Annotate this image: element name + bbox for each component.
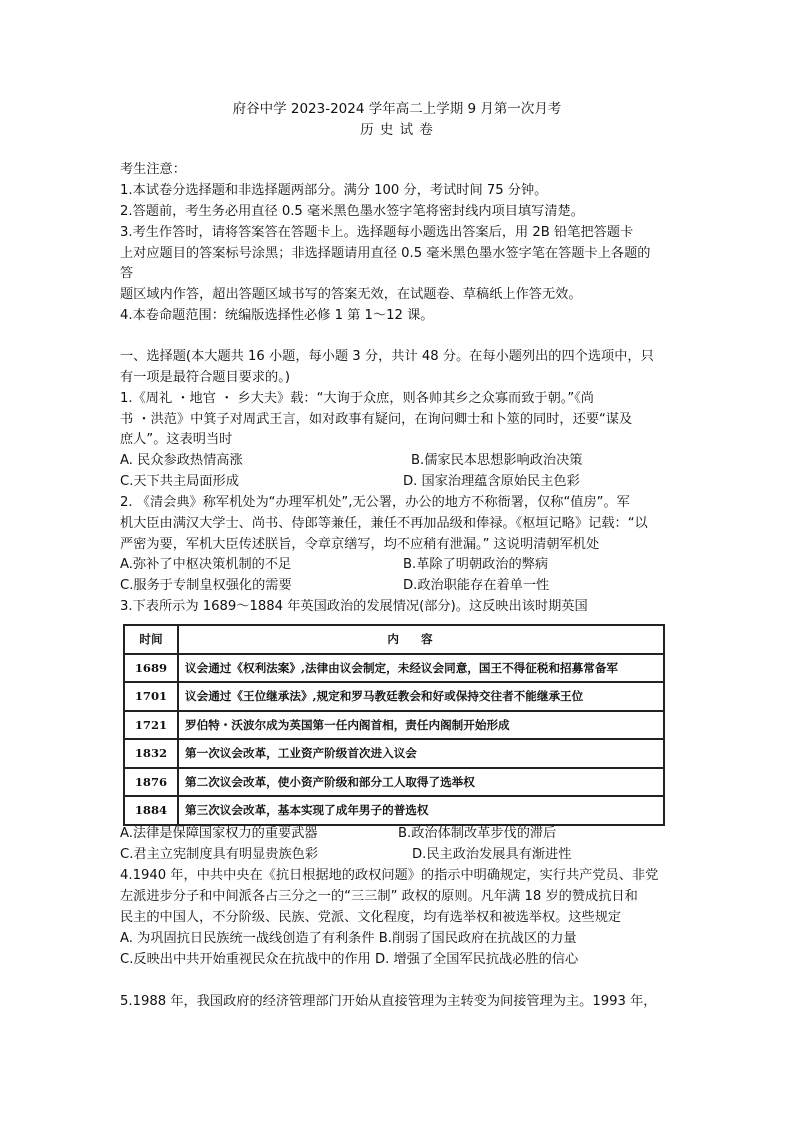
note-4: 4.本卷命题范围：统编版选择性必修 1 第 1～12 课。	[120, 308, 434, 323]
table-row	[124, 654, 664, 683]
table-cell-content: 罗伯特・沃波尔成为英国第一任内阁首相，责任内阁制开始形成	[178, 711, 664, 740]
exam-title: 府谷中学 2023-2024 学年高二上学期 9 月第一次月考	[232, 101, 562, 117]
notes-heading: 考生注意：	[120, 162, 186, 177]
q3-option-b: B.政治体制改革步伐的滞后	[398, 826, 557, 841]
table-header-content: 内容	[178, 625, 664, 654]
note-2: 2.答题前，考生务必用直径 0.5 毫米黑色墨水签字笔将密封线内项目填写清楚。	[120, 204, 584, 219]
note-3b: 上对应题目的答案标号涂黑；非选择题请用直径 0.5 毫米黑色墨水签字笔在答题卡上各题的	[120, 246, 651, 261]
table-header-time: 时间	[124, 625, 178, 654]
q2-stem-2: 机大臣由满汉大学士、尚书、侍郎等兼任，兼任不再加品级和俸禄。《枢垣记略》记载：“以	[120, 516, 648, 531]
table-row	[124, 796, 664, 825]
q1-stem-1: 1.《周礼 ・地官 ・ 乡大夫》载：“大询于众庶，则各帅其乡之众寡而致于朝。”《尚	[120, 391, 594, 406]
table-cell-content: 议会通过《权利法案》,法律由议会制定，未经议会同意，国王不得征税和招募常备军	[178, 654, 664, 683]
q4-options-cd: C.反映出中共开始重视民众在抗战中的作用 D. 增强了全国军民抗战必胜的信心	[120, 952, 579, 967]
q5-stem-1: 5.1988 年，我国政府的经济管理部门开始从直接管理为主转变为间接管理为主。1993 年，	[120, 994, 657, 1009]
table-row	[124, 711, 664, 740]
table-cell-content: 第二次议会改革，使小资产阶级和部分工人取得了选举权	[178, 768, 664, 797]
table-cell-year: 1876	[124, 768, 178, 797]
table-row	[124, 739, 664, 768]
section-intro-2: 有一项是最符合题目要求的。)	[120, 370, 290, 385]
note-3c: 答	[120, 266, 134, 281]
q4-options-ab: A. 为巩固抗日民族统一战线创造了有利条件 B.削弱了国民政府在抗战区的力量	[120, 931, 577, 946]
q2-stem-3: 严密为要，军机大臣传述朕旨，令章京缮写，均不应稍有泄漏。” 这说明清朝军机处	[120, 537, 600, 552]
table-cell-year: 1721	[124, 711, 178, 740]
q3-option-d: D.民主政治发展具有渐进性	[412, 847, 572, 862]
table-cell-content: 议会通过《王位继承法》,规定和罗马教廷教会和好或保持交往者不能继承王位	[178, 682, 664, 711]
table-cell-content: 第三次议会改革，基本实现了成年男子的普选权	[178, 796, 664, 825]
q1-stem-2: 书 ・洪范》中箕子对周武王言，如对政事有疑问，在询问卿士和卜筮的同时，还要“谋及	[120, 412, 633, 427]
table-cell-year: 1832	[124, 739, 178, 768]
section-intro-1: 一、选择题(本大题共 16 小题，每小题 3 分，共计 48 分。在每小题列出的四个选项中，只	[120, 349, 654, 364]
q2-option-b: B.革除了明朝政治的弊病	[403, 557, 549, 572]
note-1: 1.本试卷分选择题和非选择题两部分。满分 100 分，考试时间 75 分钟。	[120, 183, 548, 198]
table-cell-year: 1701	[124, 682, 178, 711]
q1-option-b: B.儒家民本思想影响政治决策	[411, 453, 583, 468]
q4-stem-3: 民主的中国人，不分阶级、民族、党派、文化程度，均有选举权和被选举权。这些规定	[120, 910, 622, 925]
q1-stem-3: 庶人”。这表明当时	[120, 432, 233, 447]
q4-stem-2: 左派进步分子和中间派各占三分之一的“三三制” 政权的原则。凡年满 18 岁的赞成抗日和	[120, 889, 638, 904]
table-cell-year: 1689	[124, 654, 178, 683]
q3-stem-1: 3.下表所示为 1689～1884 年英国政治的发展情况(部分)。这反映出该时期英国	[120, 599, 588, 614]
q1-option-d: D. 国家治理蕴含原始民主色彩	[403, 474, 580, 489]
q1-option-a: A. 民众参政热情高涨	[120, 453, 243, 468]
q2-option-d: D.政治职能存在着单一性	[403, 578, 550, 593]
exam-subtitle: 历 史 试 卷	[360, 122, 434, 138]
politics-table	[123, 624, 665, 826]
table-row	[124, 682, 664, 711]
table-row	[124, 768, 664, 797]
note-3d: 题区域内作答，超出答题区域书写的答案无效，在试题卷、草稿纸上作答无效。	[120, 287, 582, 302]
q2-stem-1: 2. 《清会典》称军机处为“办理军机处”,无公署，办公的地方不称衙署，仅称“值房”。军	[120, 495, 630, 510]
table-cell-content: 第一次议会改革，工业资产阶级首次进入议会	[178, 739, 664, 768]
q4-stem-1: 4.1940 年，中共中央在《抗日根据地的政权问题》的指示中明确规定，实行共产党员、非党	[120, 868, 659, 883]
q3-option-a: A.法律是保障国家权力的重要武器	[120, 826, 318, 841]
q2-option-c: C.服务于专制皇权强化的需要	[120, 578, 292, 593]
q2-option-a: A.弥补了中枢决策机制的不足	[120, 557, 292, 572]
table-header-row	[124, 625, 664, 654]
table-cell-year: 1884	[124, 796, 178, 825]
q3-option-c: C.君主立宪制度具有明显贵族色彩	[120, 847, 319, 862]
note-3a: 3.考生作答时，请将答案答在答题卡上。选择题每小题选出答案后，用 2B 铅笔把答题卡	[120, 225, 634, 240]
q1-option-c: C.天下共主局面形成	[120, 474, 239, 489]
